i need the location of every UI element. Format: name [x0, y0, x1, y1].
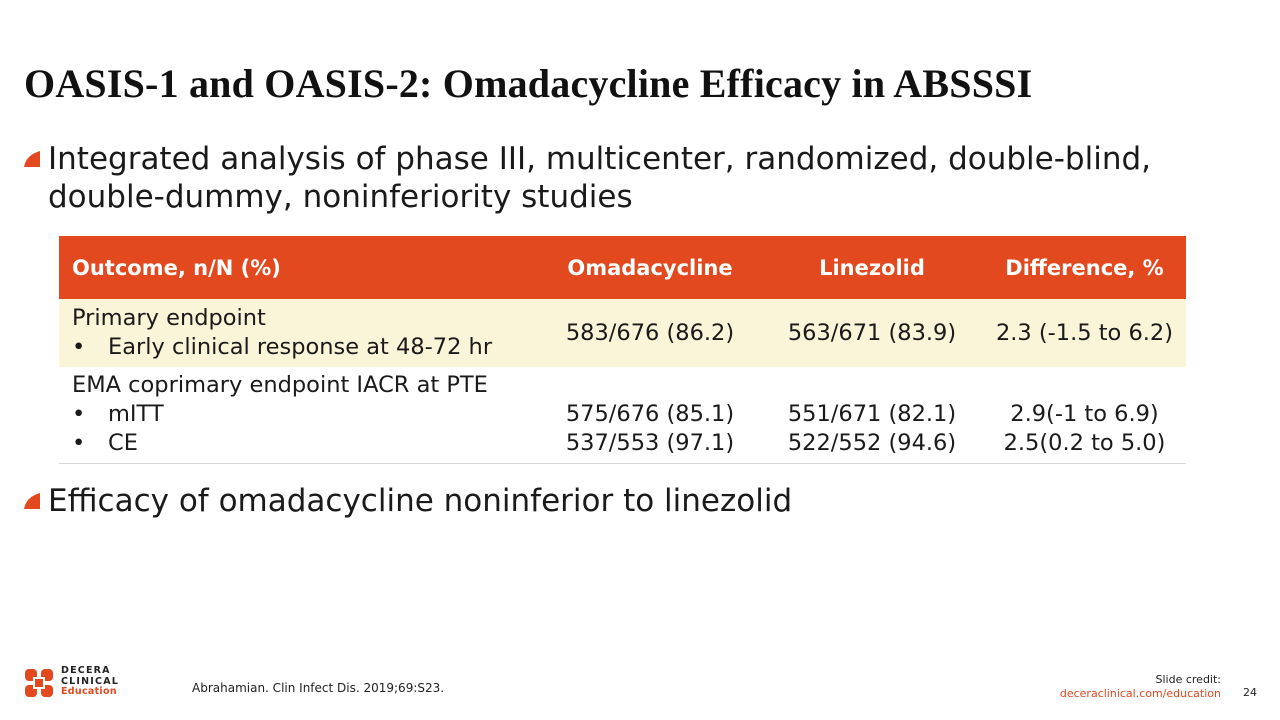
sublabel-text: Early clinical response at 48-72 hr — [108, 334, 493, 360]
header-omadacycline: Omadacycline — [567, 255, 733, 280]
cell-difference: 2.3 (-1.5 to 6.2) — [995, 319, 1174, 346]
decera-logo — [24, 666, 144, 700]
page-number: 24 — [1243, 686, 1257, 699]
table-row — [59, 299, 1186, 367]
bullet-text: Integrated analysis of phase III, multicenter, randomized, double-blind, double-dummy, noninferiority studies — [48, 141, 1151, 215]
credit-link[interactable]: deceraclinical.com/education — [1059, 687, 1221, 700]
cell-value: 551/671 (82.1) — [787, 401, 957, 428]
header-outcome: Outcome, n/N (%) — [72, 255, 281, 280]
bullet-dot: • — [72, 430, 86, 457]
row-label: Primary endpoint — [72, 305, 266, 331]
logo-wordmark — [61, 666, 119, 698]
outcomes-table — [59, 236, 1186, 464]
bullet-efficacy-noninferior — [24, 482, 1204, 520]
cell-value: 522/552 (94.6) — [787, 430, 957, 457]
cell-difference — [983, 367, 1186, 463]
cell-omadacycline — [539, 367, 761, 463]
header-linezolid: Linezolid — [819, 255, 925, 280]
logo-line: CLINICAL — [61, 675, 120, 687]
row-label-ema-coprimary — [59, 367, 539, 463]
bullet-marker-icon — [24, 493, 40, 509]
slide-credit — [1060, 673, 1221, 701]
bullet-text: Efficacy of omadacycline noninferior to linezolid — [48, 483, 793, 519]
bullet-dot: • — [72, 401, 86, 428]
bullet-dot: • — [72, 334, 86, 360]
row-label-primary-endpoint — [59, 299, 539, 367]
decera-logo-icon — [24, 668, 54, 698]
sublabel-text: mITT — [108, 401, 164, 428]
row-sublabel — [72, 429, 535, 458]
slide-title: OASIS-1 and OASIS-2: Omadacycline Efficacy in ABSSSI — [24, 61, 1033, 106]
sublabel-text: CE — [108, 430, 138, 457]
row-label: EMA coprimary endpoint IACR at PTE — [72, 372, 488, 399]
citation-reference: Abrahamian. Clin Infect Dis. 2019;69:S23. — [192, 681, 445, 695]
logo-line: DECERA — [61, 665, 111, 676]
bullet-marker-icon — [24, 151, 40, 167]
cell-value: 2.9(-1 to 6.9) — [1010, 401, 1159, 428]
row-sublabel — [72, 333, 535, 362]
cell-linezolid — [761, 367, 983, 463]
cell-linezolid: 563/671 (83.9) — [787, 319, 957, 346]
header-difference: Difference, % — [1005, 255, 1164, 280]
cell-value: 537/553 (97.1) — [565, 430, 735, 457]
bullet-integrated-analysis — [24, 140, 1204, 216]
table-header-row — [59, 236, 1186, 299]
cell-value: 575/676 (85.1) — [565, 401, 735, 428]
cell-value: 2.5(0.2 to 5.0) — [1003, 430, 1166, 457]
credit-label: Slide credit: — [1155, 673, 1221, 686]
table-row — [59, 367, 1186, 463]
row-sublabel — [72, 400, 535, 429]
cell-omadacycline: 583/676 (86.2) — [565, 319, 735, 346]
logo-line: Education — [61, 686, 117, 697]
